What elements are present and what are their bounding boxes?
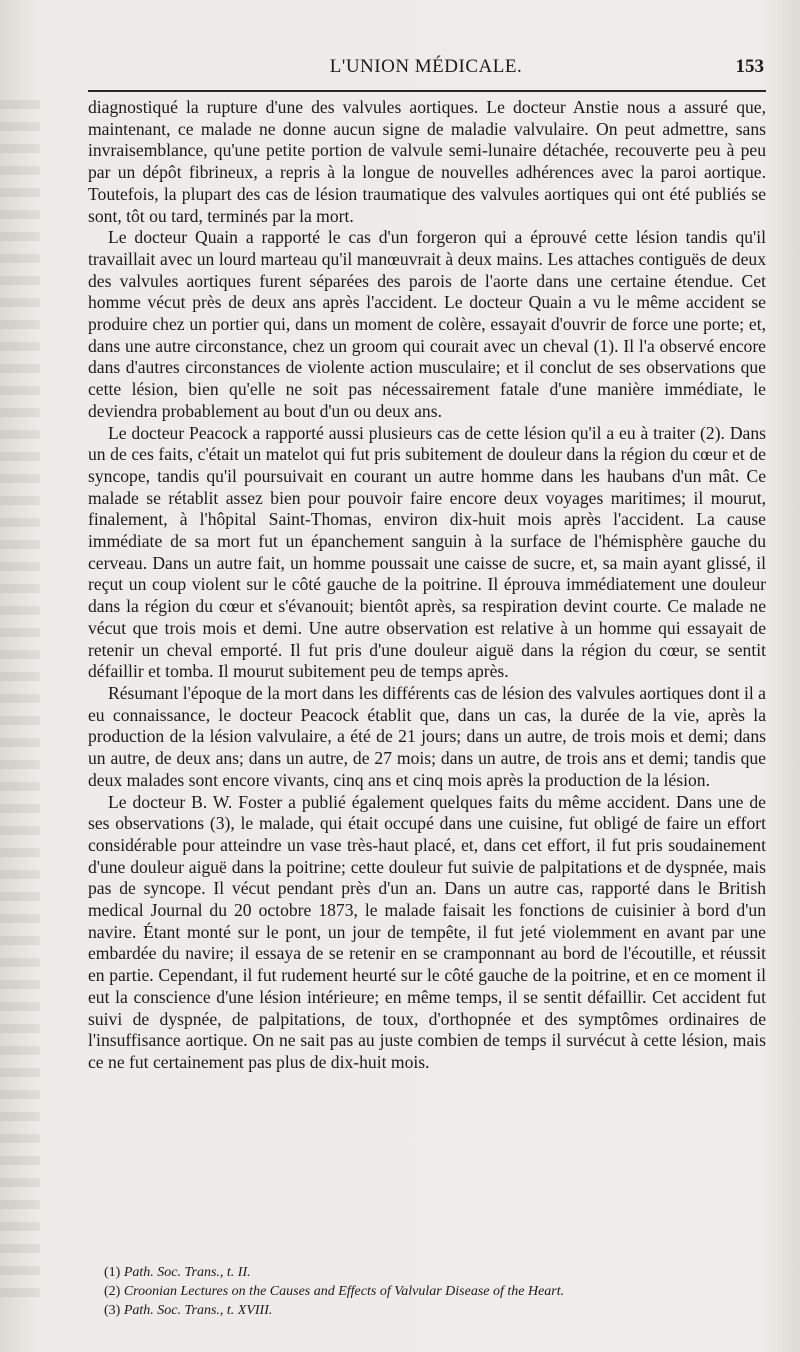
page-number: 153 [735,56,764,77]
paragraph: Le docteur Quain a rapporté le cas d'un forgeron qui a éprouvé cette lésion tandis qu'il travaillait avec un lourd marteau qu'il manœuvrait à deux mains. Les attaches contiguës de deux des valvules aortiques furent séparées des parois de l'aorte dans une certaine étendue. Cet homme vécut près de deux ans après l'accident. Le docteur Quain a vu le même accident se produire chez un portier qui, dans un moment de colère, essayait d'ouvrir de force une porte; et, dans une autre circonstance, chez un groom qui courait avec un cheval (1). Il l'a observé encore dans d'autres circonstances de violente action musculaire; et il conclut de ses observations que cette lésion, bien qu'elle ne soit pas nécessairement fatale d'une manière immédiate, le deviendra probablement au bout d'un ou deux ans. [88,227,766,421]
footnote-text: Path. Soc. Trans., t. II. [123,1265,251,1280]
page-header [88,56,764,88]
paragraph: diagnostiqué la rupture d'une des valvules aortiques. Le docteur Anstie nous a assuré que, maintenant, ce malade ne donne aucun signe de maladie valvulaire. On peut admettre, sans invraisemblance, qu'une petite portion de valvule semi-lunaire détachée, recouverte peu à peu par un dépôt fibrineux, a repris à la longue de nouvelles adhérences avec la paroi aortique. Toutefois, la plupart des cas de lésion traumatique des valvules aortiques qui ont été publiés se sont, tôt ou tard, terminés par la mort. [88,97,766,226]
footnotes [104,1263,764,1320]
header-rule [88,90,766,92]
footnote-marker: (1) [104,1265,121,1280]
paragraph: Résumant l'époque de la mort dans les différents cas de lésion des valvules aortiques dont il a eu connaissance, le docteur Peacock établit que, dans un cas, la durée de la vie, après la production de la lésion valvulaire, a été de 21 jours; dans un autre, de trois mois et demi; dans un autre, de deux ans; dans un autre, de 27 mois; dans un autre, de trois ans et demi; tandis que deux malades sont encore vivants, cinq ans et cinq mois après la production de la lésion. [88,682,766,790]
footnote-marker: (3) [104,1303,121,1318]
paragraph: Le docteur B. W. Foster a publié également quelques faits du même accident. Dans une de ses observations (3), le malade, qui était occupé dans une cuisine, fut obligé de faire un effort considérable pour atteindre un vase très-haut placé, et, dans cet effort, il fut pris soudainement d'une douleur aiguë dans la poitrine; cette douleur fut suivie de palpitations et de dyspnée, mais pas de syncope. Il vécut pendant près d'un an. Dans un autre cas, rapporté dans le British medical Journal du 20 octobre 1873, le malade faisait les fonctions de cuisinier à bord d'un navire. Étant monté sur le pont, un jour de tempête, il fut jeté violemment en avant par une embardée du navire; il essaya de se retenir en se cramponnant au bord de l'écoutille, et réussit en partie. Cependant, il fut rudement heurté sur le côté gauche de la poitrine, et en ce moment il eut la conscience d'une lésion intérieure; en même temps, il se sentit défaillir. Cet accident fut suivi de dyspnée, de palpitations, de toux, d'orthopnée et des symptômes ordinaires de l'insuffisance aortique. On ne sait pas au juste combien de temps il survécut à cette lésion, mais ce ne fut certainement pas plus de dix-huit mois. [88,791,766,1072]
footnote-marker: (2) [104,1284,121,1299]
footnote [104,1282,764,1301]
footnote-text: Croonian Lectures on the Causes and Effects of Valvular Disease of the Heart. [123,1284,565,1299]
running-title: L'UNION MÉDICALE. [329,56,523,77]
footnote-text: Path. Soc. Trans., t. XVIII. [123,1303,273,1318]
facing-page-bleed [0,100,40,1300]
paragraph: Le docteur Peacock a rapporté aussi plusieurs cas de cette lésion qu'il a eu à traiter (2). Dans un de ces faits, c'était un matelot qui fut pris subitement de douleur dans la région du cœur et de syncope, tandis qu'il poursuivait en courant un autre homme dans les haubans d'un mât. Ce malade se rétablit assez bien pour pouvoir faire encore deux voyages maritimes; il mourut, finalement, à l'hôpital Saint-Thomas, environ dix-huit mois après l'accident. La cause immédiate de sa mort fut un épanchement sanguin à la surface de l'hémisphère gauche du cerveau. Dans un autre fait, un homme poussait une caisse de sucre, et, sa main ayant glissé, il reçut un coup violent sur le côté gauche de la poitrine. Il éprouva immédiatement une douleur dans la région du cœur et s'évanouit; bientôt après, sa respiration devint courte. Ce malade ne vécut que trois mois et demi. Une autre observation est relative à un homme qui essayait de retenir un cheval emporté. Il fut pris d'une douleur aiguë dans la région du cœur, se sentit défaillir et tomba. Il mourut subitement peu de temps après. [88,422,766,682]
footnote [104,1301,764,1320]
body-text [88,97,766,1074]
footnote [104,1263,764,1282]
